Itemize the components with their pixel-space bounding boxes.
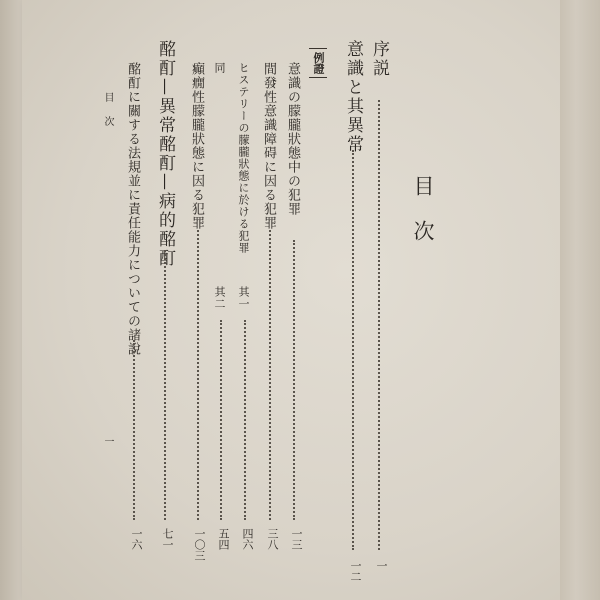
- binding-shadow: [0, 0, 22, 600]
- section-bracket-examples: 例證: [309, 48, 327, 78]
- toc-page-drunkenness-law: 一六: [130, 528, 143, 550]
- leader-dots: [378, 100, 380, 550]
- toc-entry-drunkenness: 酩酊—異常酩酊—病的酩酊: [155, 40, 175, 268]
- toc-entry-consciousness: 意識と其異常: [343, 40, 363, 154]
- leader-dots: [164, 250, 166, 520]
- toc-entry-same: 同: [213, 62, 226, 74]
- leader-dots: [197, 230, 199, 520]
- toc-page-intermittent-crime: 三八: [266, 528, 279, 550]
- toc-page-same: 五四: [217, 528, 230, 550]
- toc-entry-epileptic-crime: 癲癇性朦朧狀態に因る犯罪: [189, 62, 204, 230]
- toc-sub-marker-2: 其二: [213, 286, 226, 310]
- toc-entry-preface: 序説: [369, 40, 389, 78]
- toc-entry-intermittent-crime: 間發性意識障碍に因る犯罪: [261, 62, 276, 230]
- toc-title: 目次: [411, 175, 435, 265]
- page-edge: [560, 0, 600, 600]
- toc-sub-marker-1: 其一: [237, 286, 250, 310]
- toc-page-hysteria-crime: 四六: [241, 528, 254, 550]
- toc-page-drunkenness: 七一: [161, 528, 174, 550]
- running-page-number: 一: [102, 436, 113, 446]
- book-page: [22, 0, 562, 600]
- toc-entry-twilight-crime: 意識の朦朧狀態中の犯罪: [285, 62, 300, 216]
- toc-entry-hysteria-crime: ヒステリーの朦朧狀態に於ける犯罪: [237, 62, 250, 254]
- toc-page-twilight-crime: 一三: [290, 528, 303, 550]
- toc-page-preface: 一: [375, 560, 388, 571]
- leader-dots: [220, 320, 222, 520]
- leader-dots: [133, 340, 135, 520]
- toc-page-epileptic-crime: 一〇三: [193, 528, 206, 561]
- leader-dots: [352, 150, 354, 550]
- toc-entry-drunkenness-law: 酩酊に關する法規並に責任能力についての諸說: [125, 62, 140, 356]
- toc-page-consciousness: 一二: [349, 560, 362, 582]
- leader-dots: [293, 240, 295, 520]
- running-header: 目次: [102, 92, 113, 140]
- leader-dots: [244, 320, 246, 520]
- leader-dots: [269, 230, 271, 520]
